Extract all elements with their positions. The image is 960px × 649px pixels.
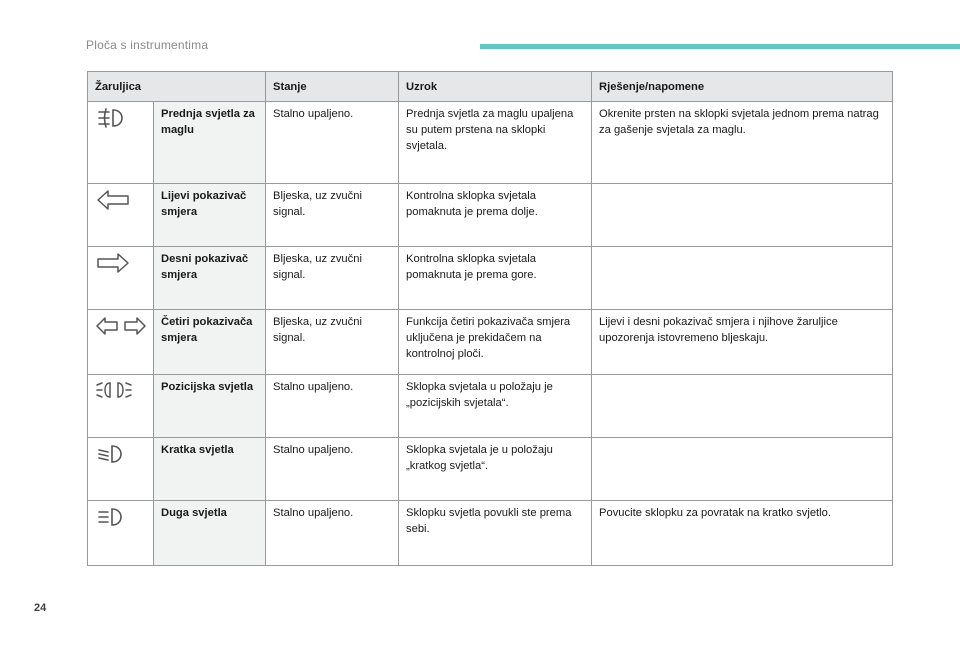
lamp-name: Kratka svjetla xyxy=(154,438,266,501)
table-row xyxy=(88,310,893,375)
lamp-name: Duga svjetla xyxy=(154,501,266,566)
column-header-cause: Uzrok xyxy=(399,72,592,102)
lamp-cause: Funkcija četiri pokazivača smjera uključena je prekidačem na kontrolnoj ploči. xyxy=(399,310,592,375)
lamp-state: Stalno upaljeno. xyxy=(266,102,399,184)
sidelights-icon xyxy=(95,384,133,396)
lamp-solution: Povucite sklopku za povratak na kratko svjetlo. xyxy=(592,501,893,566)
lamp-solution xyxy=(592,247,893,310)
lamp-name: Lijevi pokazivač smjera xyxy=(154,184,266,247)
table-header-row xyxy=(88,72,893,102)
lamp-solution xyxy=(592,438,893,501)
right-indicator-icon xyxy=(95,257,131,269)
lamp-cause: Prednja svjetla za maglu upaljena su putem prstena na sklopki svjetala. xyxy=(399,102,592,184)
lamp-solution: Okrenite prsten na sklopki svjetala jednom prema natrag za gašenje svjetala za maglu. xyxy=(592,102,893,184)
lamp-solution xyxy=(592,375,893,438)
front-fog-lamp-icon xyxy=(95,112,125,124)
table-row xyxy=(88,438,893,501)
table-row xyxy=(88,501,893,566)
lamp-state: Bljeska, uz zvučni signal. xyxy=(266,247,399,310)
lamp-cause: Sklopku svjetla povukli ste prema sebi. xyxy=(399,501,592,566)
table-row xyxy=(88,375,893,438)
lamp-state: Stalno upaljeno. xyxy=(266,375,399,438)
column-header-lamp: Žaruljica xyxy=(88,72,266,102)
table-row xyxy=(88,247,893,310)
lamp-name: Desni pokazivač smjera xyxy=(154,247,266,310)
lamp-name: Pozicijska svjetla xyxy=(154,375,266,438)
lamp-state: Stalno upaljeno. xyxy=(266,501,399,566)
lamp-solution xyxy=(592,184,893,247)
dipped-beam-icon xyxy=(95,448,125,460)
lamp-state: Bljeska, uz zvučni signal. xyxy=(266,310,399,375)
hazard-warning-icon xyxy=(95,320,147,332)
main-beam-icon xyxy=(95,511,125,523)
lamp-cause: Sklopka svjetala je u položaju „kratkog svjetla“. xyxy=(399,438,592,501)
table-row xyxy=(88,184,893,247)
lamp-cause: Kontrolna sklopka svjetala pomaknuta je prema gore. xyxy=(399,247,592,310)
table-row xyxy=(88,102,893,184)
lamp-name: Prednja svjetla za maglu xyxy=(154,102,266,184)
lamp-solution: Lijevi i desni pokazivač smjera i njihove žaruljice upozorenja istovremeno bljeskaju. xyxy=(592,310,893,375)
lamp-state: Bljeska, uz zvučni signal. xyxy=(266,184,399,247)
page-number: 24 xyxy=(34,602,47,614)
lamp-cause: Kontrolna sklopka svjetala pomaknuta je prema dolje. xyxy=(399,184,592,247)
left-indicator-icon xyxy=(95,194,131,206)
column-header-solution: Rješenje/napomene xyxy=(592,72,893,102)
header-accent-bar xyxy=(480,44,960,49)
lamp-state: Stalno upaljeno. xyxy=(266,438,399,501)
section-title: Ploča s instrumentima xyxy=(86,38,209,52)
warning-lamps-table xyxy=(87,71,893,566)
lamp-name: Četiri pokazivača smjera xyxy=(154,310,266,375)
column-header-state: Stanje xyxy=(266,72,399,102)
lamp-cause: Sklopka svjetala u položaju je „pozicijskih svjetala“. xyxy=(399,375,592,438)
